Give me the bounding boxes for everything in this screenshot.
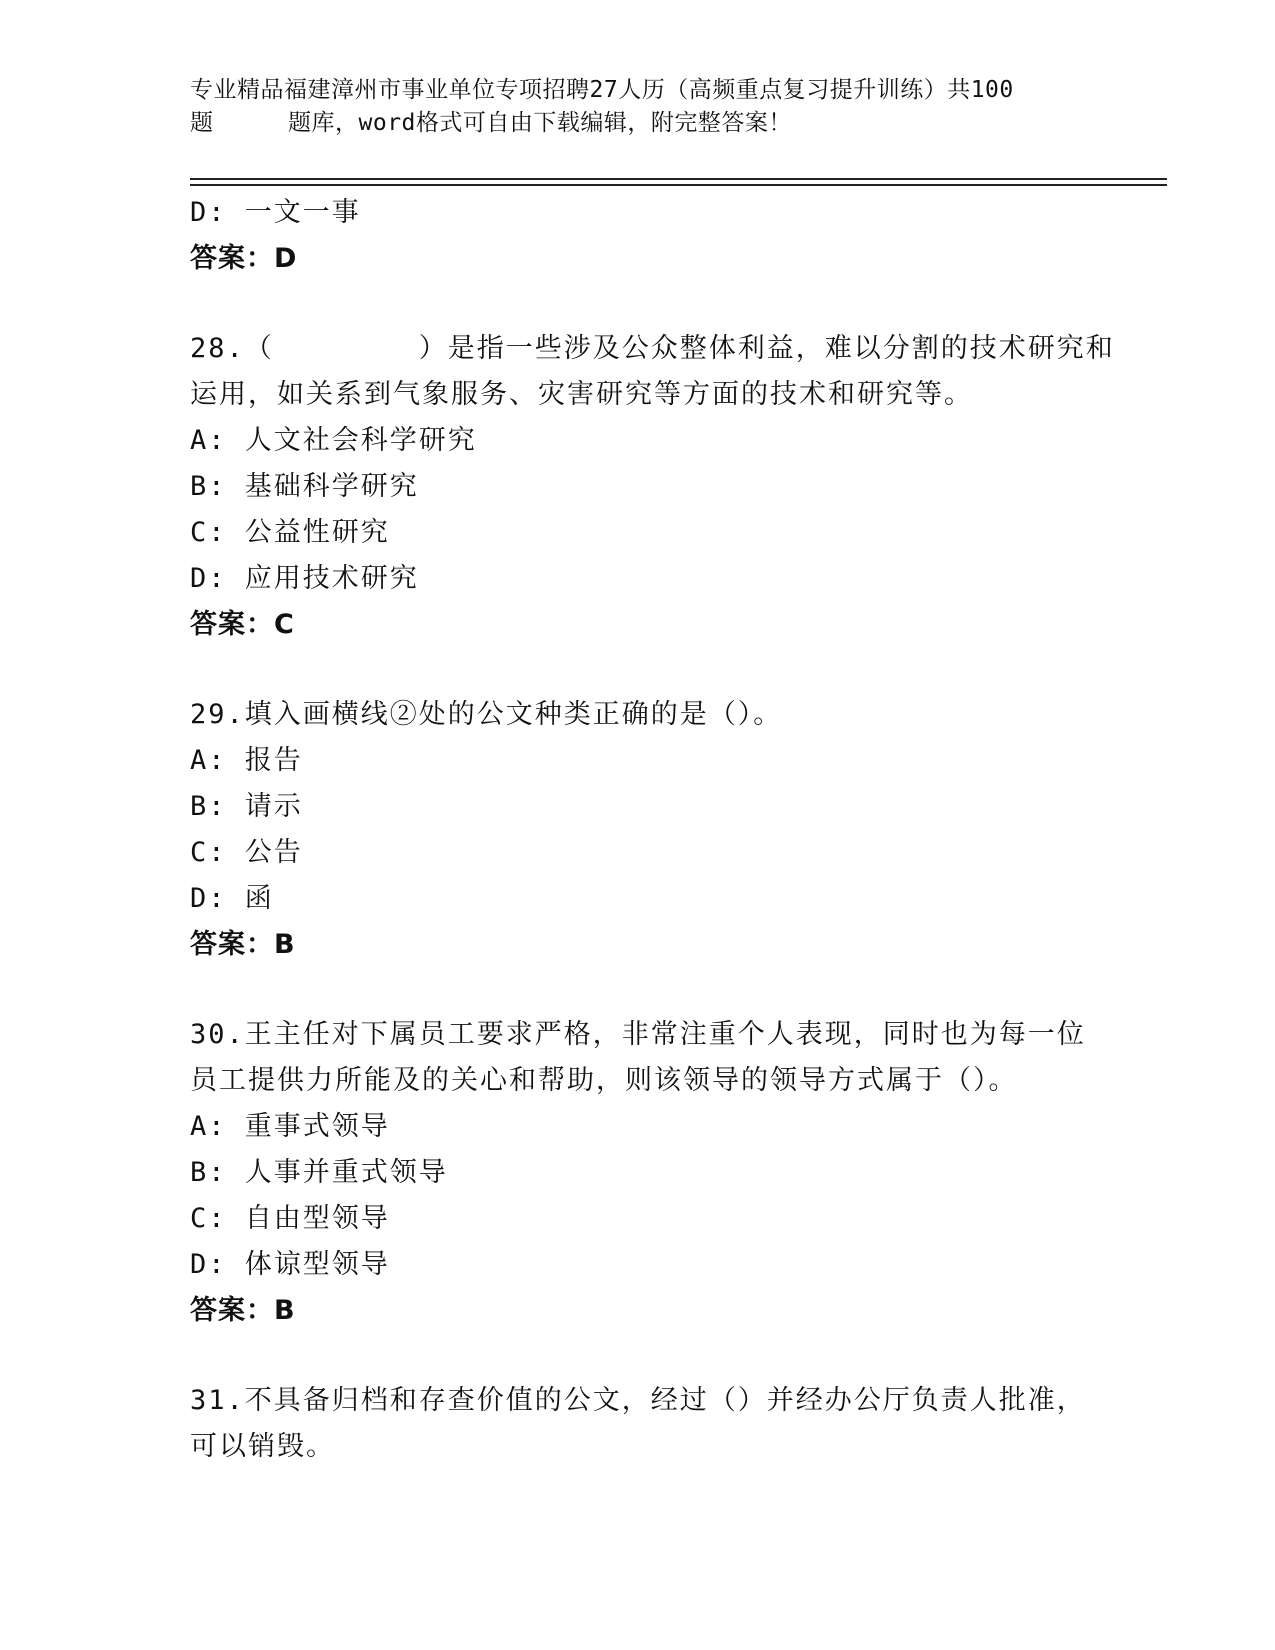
question-text-line2: 员工提供力所能及的关心和帮助，则该领导的领导方式属于（）。 bbox=[190, 1065, 1018, 1096]
header-title-line2-start: 题 bbox=[190, 110, 214, 136]
option-a: A: 报告 bbox=[190, 745, 303, 776]
question-31 bbox=[190, 1378, 1090, 1470]
option-d: D: 一文一事 bbox=[190, 197, 361, 228]
answer-line: 答案：B bbox=[190, 929, 296, 960]
question-text-line1: 29.填入画横线②处的公文种类正确的是（）。 bbox=[190, 699, 783, 730]
option-d: D: 函 bbox=[190, 883, 274, 914]
page-header bbox=[190, 74, 1090, 140]
option-c: C: 公告 bbox=[190, 837, 303, 868]
option-c: C: 自由型领导 bbox=[190, 1203, 390, 1234]
header-divider-top bbox=[190, 178, 1167, 180]
question-text-line1: 30.王主任对下属员工要求严格，非常注重个人表现，同时也为每一位 bbox=[190, 1019, 1086, 1050]
question-text-line1: 28.（ ）是指一些涉及公众整体利益，难以分割的技术研究和 bbox=[190, 333, 1115, 364]
header-title-line1: 专业精品福建漳州市事业单位专项招聘27人历（高频重点复习提升训练）共100 bbox=[190, 77, 1014, 103]
answer-line: 答案：B bbox=[190, 1295, 296, 1326]
question-text-line1: 31.不具备归档和存查价值的公文，经过（）并经办公厅负责人批准， bbox=[190, 1385, 1086, 1416]
answer-line: 答案：D bbox=[190, 243, 298, 274]
header-title-line2-rest: 题库，word格式可自由下载编辑，附完整答案！ bbox=[288, 110, 792, 136]
question-29 bbox=[190, 692, 1090, 968]
question-text-line2: 可以销毁。 bbox=[190, 1431, 335, 1462]
option-a: A: 人文社会科学研究 bbox=[190, 425, 477, 456]
header-divider-bottom bbox=[190, 184, 1167, 186]
question-text-line2: 运用，如关系到气象服务、灾害研究等方面的技术和研究等。 bbox=[190, 379, 973, 410]
option-d: D: 应用技术研究 bbox=[190, 563, 419, 594]
option-d: D: 体谅型领导 bbox=[190, 1249, 390, 1280]
previous-question-tail bbox=[190, 190, 1090, 282]
questions-body bbox=[190, 190, 1115, 1470]
option-a: A: 重事式领导 bbox=[190, 1111, 390, 1142]
option-b: B: 请示 bbox=[190, 791, 303, 822]
option-b: B: 人事并重式领导 bbox=[190, 1157, 448, 1188]
option-c: C: 公益性研究 bbox=[190, 517, 390, 548]
answer-line: 答案：C bbox=[190, 609, 295, 640]
option-b: B: 基础科学研究 bbox=[190, 471, 419, 502]
question-30 bbox=[190, 1012, 1090, 1334]
question-28 bbox=[190, 326, 1115, 648]
header-title-line2 bbox=[190, 107, 1090, 140]
